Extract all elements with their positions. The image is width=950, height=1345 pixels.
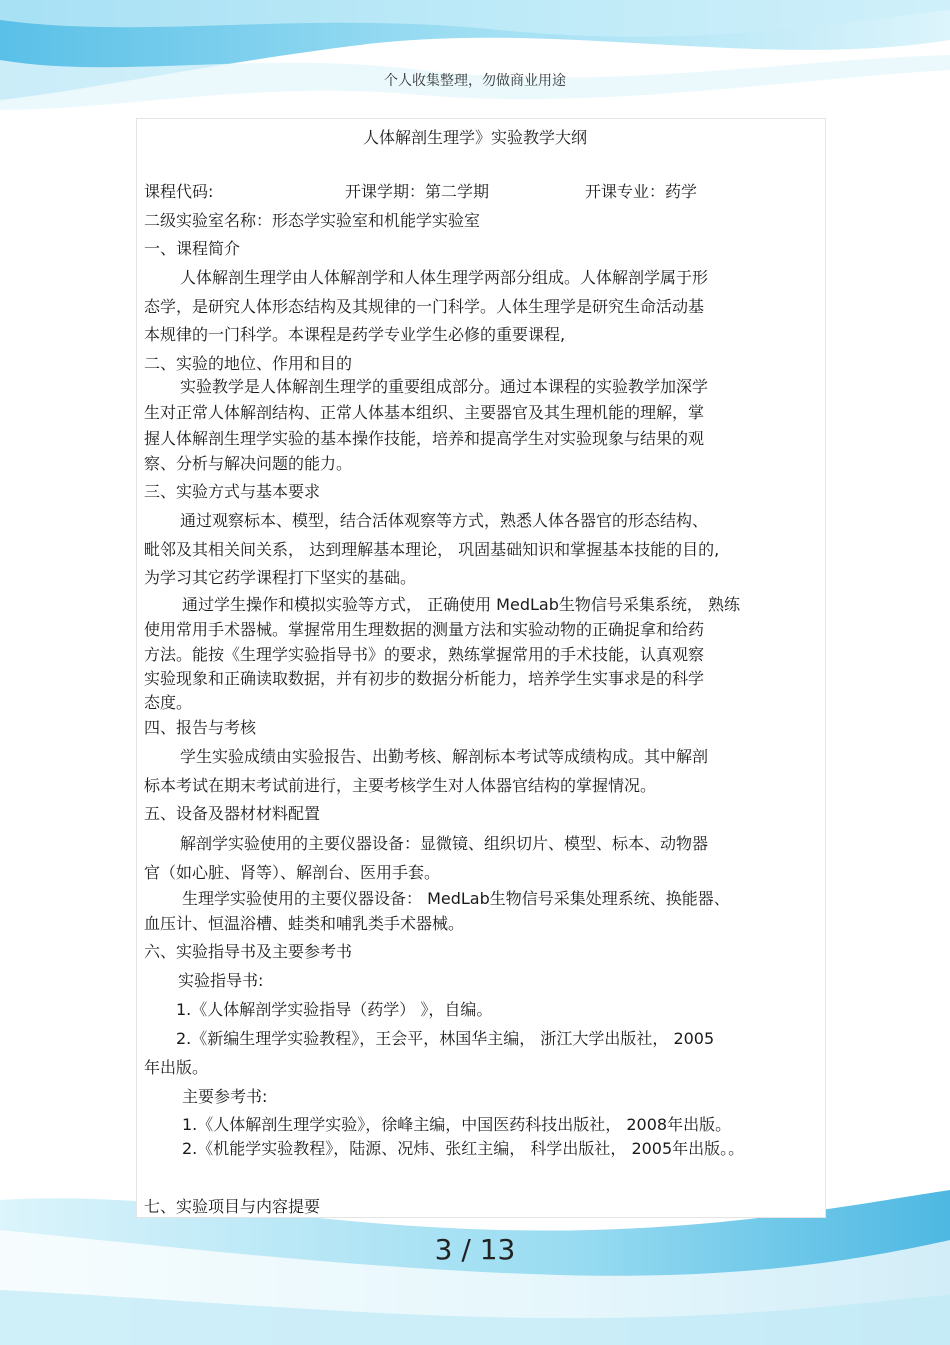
paragraph-line: 人体解剖生理学由人体解剖学和人体生理学两部分组成。人体解剖学属于形 [180, 268, 709, 287]
major: 开课专业：药学 [585, 182, 698, 201]
section-heading: 六、实验指导书及主要参考书 [144, 942, 353, 961]
page-indicator: 3 / 13 [434, 1233, 516, 1266]
section-heading: 四、报告与考核 [144, 718, 257, 737]
paragraph-line: 生理学实验使用的主要仪器设备： MedLab生物信号采集处理系统、换能器、 [182, 889, 730, 908]
paragraph-line: 实验教学是人体解剖生理学的重要组成部分。通过本课程的实验教学加深学 [180, 377, 709, 396]
section-heading: 七、实验项目与内容提要 [144, 1197, 321, 1216]
paragraph-line: 血压计、恒温浴槽、蛙类和哺乳类手术器械。 [144, 914, 465, 933]
paragraph-line: 本规律的一门科学。本课程是药学专业学生必修的重要课程, [144, 325, 566, 344]
section-heading: 一、课程简介 [144, 239, 241, 258]
paragraph-line: 官（如心脏、肾等）、解剖台、医用手套。 [144, 863, 441, 882]
section-heading: 二、实验的地位、作用和目的 [144, 354, 353, 373]
reference-item: 2.《机能学实验教程》，陆源、况炜、张红主编， 科学出版社， 2005年出版。。 [182, 1139, 745, 1158]
watermark-text: 个人收集整理，勿做商业用途 [384, 73, 566, 89]
paragraph-line: 态度。 [144, 693, 193, 712]
reference-item: 1.《人体解剖生理学实验》，徐峰主编，中国医药科技出版社， 2008年出版。 [182, 1115, 732, 1134]
paragraph-line: 通过学生操作和模拟实验等方式， 正确使用 MedLab生物信号采集系统， 熟练 [182, 595, 740, 614]
reference-item: 2.《新编生理学实验教程》，王会平，林国华主编， 浙江大学出版社， 2005 [176, 1029, 715, 1048]
paragraph-line: 解剖学实验使用的主要仪器设备：显微镜、组织切片、模型、标本、动物器 [180, 834, 709, 853]
paragraph-line: 为学习其它药学课程打下坚实的基础。 [144, 568, 417, 587]
reference-item: 1.《人体解剖学实验指导（药学） 》，自编。 [176, 1000, 493, 1019]
paragraph-line: 使用常用手术器械。掌握常用生理数据的测量方法和实验动物的正确捉拿和给药 [144, 620, 705, 639]
guide-label: 实验指导书: [178, 971, 264, 990]
paragraph-line: 实验现象和正确读取数据，并有初步的数据分析能力，培养学生实事求是的科学 [144, 669, 705, 688]
paragraph-line: 生对正常人体解剖结构、正常人体基本组织、主要器官及其生理机能的理解，掌 [144, 403, 705, 422]
paragraph-line: 通过观察标本、模型，结合活体观察等方式，熟悉人体各器官的形态结构、 [180, 511, 709, 530]
document-title: 人体解剖生理学》实验教学大纲 [362, 128, 587, 147]
paragraph-line: 毗邻及其相关间关系， 达到理解基本理论， 巩固基础知识和掌握基本技能的目的, [144, 540, 720, 559]
course-code: 课程代码: [144, 182, 214, 201]
reference-item: 年出版。 [144, 1058, 209, 1077]
section-heading: 五、设备及器材材料配置 [144, 804, 321, 823]
lab-name: 二级实验室名称：形态学实验室和机能学实验室 [144, 211, 481, 230]
paragraph-line: 察、分析与解决问题的能力。 [144, 454, 353, 473]
paragraph-line: 态学，是研究人体形态结构及其规律的一门科学。人体生理学是研究生命活动基 [144, 297, 705, 316]
paragraph-line: 方法。能按《生理学实验指导书》的要求，熟练掌握常用的手术技能，认真观察 [144, 645, 705, 664]
reference-label: 主要参考书: [182, 1087, 268, 1106]
paragraph-line: 标本考试在期末考试前进行，主要考核学生对人体器官结构的掌握情况。 [144, 776, 657, 795]
paragraph-line: 握人体解剖生理学实验的基本操作技能，培养和提高学生对实验现象与结果的观 [144, 429, 705, 448]
semester: 开课学期：第二学期 [345, 182, 490, 201]
section-heading: 三、实验方式与基本要求 [144, 482, 321, 501]
paragraph-line: 学生实验成绩由实验报告、出勤考核、解剖标本考试等成绩构成。其中解剖 [180, 747, 709, 766]
